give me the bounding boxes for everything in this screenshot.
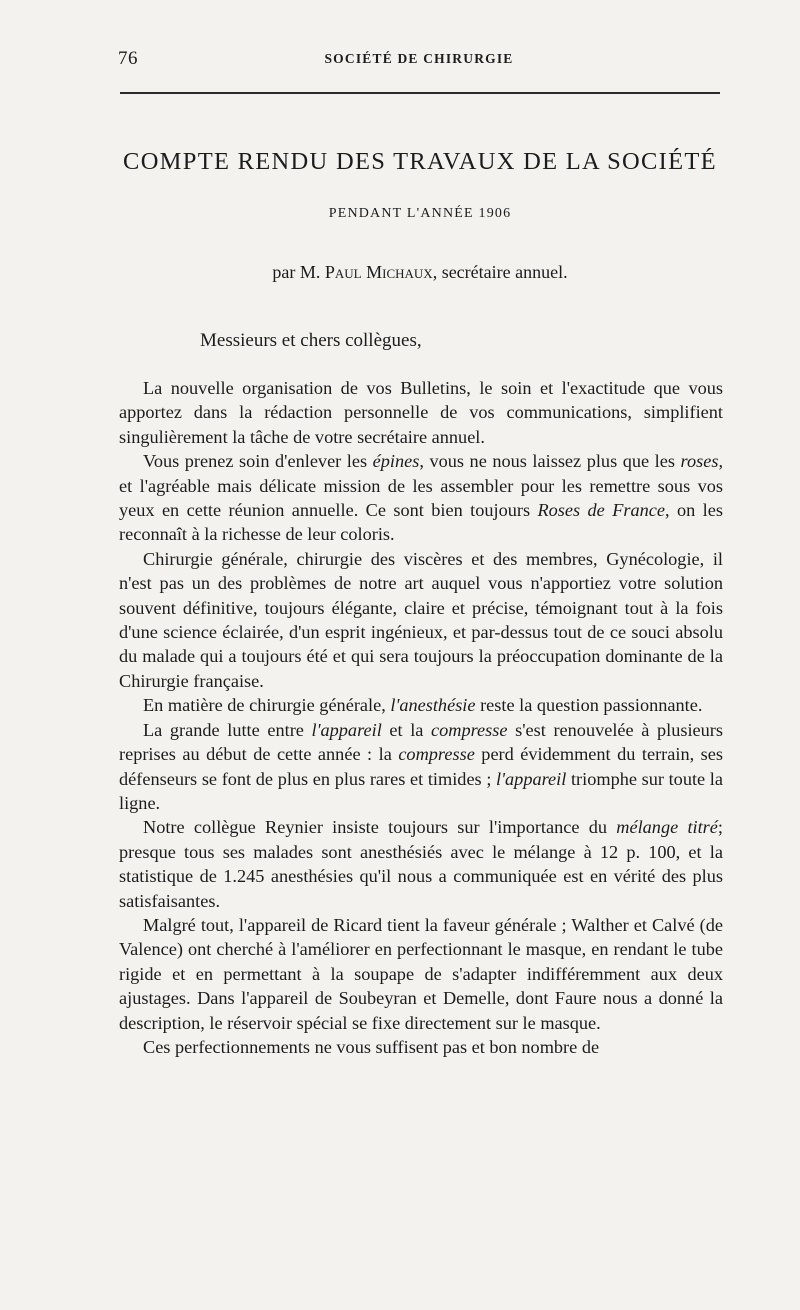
paragraph — [119, 913, 723, 1035]
salutation: Messieurs et chers collègues, — [200, 330, 422, 351]
running-header — [118, 48, 720, 72]
italic-term: roses — [680, 451, 719, 472]
paragraph-text: et la — [381, 719, 432, 740]
paragraph-text: reste la question passionnante. — [475, 695, 703, 716]
paragraph-text: La grande lutte entre — [143, 719, 312, 740]
running-title: SOCIÉTÉ DE CHIRURGIE — [324, 51, 514, 66]
paragraph-text: La nouvelle organisation de vos Bulletins, le soin et l'exactitude que vous apportez dans la rédaction personnelle de vos communications, simplifient singulièrement la tâche de votre secrétaire annuel. — [119, 378, 723, 447]
italic-term: l'anesthésie — [390, 695, 476, 716]
italic-term: mélange titré — [616, 817, 718, 838]
paragraph — [119, 815, 723, 913]
paragraph-text: Vous prenez soin d'enlever les — [143, 451, 373, 472]
byline-suffix: , secrétaire annuel. — [432, 262, 568, 282]
paragraph-text: s'est renouvelée à plusieurs reprises au début de cette année : la — [119, 719, 723, 765]
paragraph-text: ; presque tous ses malades sont anesthésiés avec le mélange à 12 p. 100, et la statistique de 1.245 anesthésies qu'il nous a communiquée est en vérité des plus satisfaisantes. — [119, 817, 724, 911]
paragraph-text: Notre collègue Reynier insiste toujours sur l'importance du — [143, 817, 617, 838]
page-number: 76 — [118, 48, 138, 69]
italic-term: épines — [372, 451, 420, 472]
paragraph — [119, 1035, 723, 1059]
paragraph — [119, 376, 723, 449]
paragraph — [119, 718, 723, 816]
paragraph-text: perd évidemment du terrain, ses défenseurs se font de plus en plus rares et timides ; — [119, 744, 724, 789]
italic-term: l'appareil — [496, 768, 567, 789]
italic-term: l'appareil — [311, 719, 382, 740]
paragraph — [119, 547, 723, 693]
italic-term: Roses de France — [537, 500, 665, 521]
body-text — [119, 376, 723, 1059]
byline-author: Paul Michaux — [324, 262, 433, 282]
italic-term: compresse — [431, 719, 508, 740]
paragraph-text: Malgré tout, l'appareil de Ricard tient la faveur générale ; Walther et Calvé (de Valence) ont cherché à l'améliorer en perfectionnant le masque, en rendant le tube rigide et en permettant à la soupape de s'adapter indifféremment aux deux ajustages. Dans l'appareil de Soubeyran et Demelle, dont Faure nous a donné la description, le réservoir spécial se fixe directement sur le masque. — [119, 914, 723, 1033]
paragraph — [119, 693, 723, 717]
header-rule — [120, 92, 720, 94]
byline — [100, 262, 740, 283]
italic-term: compresse — [398, 744, 475, 765]
paragraph-text: Ces perfectionnements ne vous suffisent pas et bon nombre de — [143, 1036, 600, 1057]
paragraph-text: Chirurgie générale, chirurgie des viscères et des membres, Gynécologie, il n'est pas un des problèmes de notre art auquel vous n'apportiez votre solution souvent définitive, toujours élégante, claire et précise, témoignant tout à la fois d'une science éclairée, d'un esprit ingénieux, et par-dessus tout de ce souci absolu du malade qui a toujours été et qui sera toujours la préoccupation dominante de la Chirurgie française. — [119, 548, 723, 691]
byline-prefix: par M. — [272, 262, 321, 282]
paragraph-text: , on les reconnaît à la richesse de leur coloris. — [119, 500, 723, 545]
paragraph-text: , et l'agréable mais délicate mission de les assembler pour les remettre sous vos yeux en cette réunion annuelle. Ce sont bien toujours — [119, 451, 724, 521]
paragraph — [119, 449, 723, 547]
paragraph-text: En matière de chirurgie générale, — [143, 695, 391, 716]
paragraph-text: , vous ne nous laissez plus que les — [419, 451, 681, 472]
paragraph-text: triomphe sur toute la ligne. — [119, 768, 723, 813]
subtitle: PENDANT L'ANNÉE 1906 — [328, 206, 512, 221]
main-title: COMPTE RENDU DES TRAVAUX DE LA SOCIÉTÉ — [123, 148, 717, 175]
